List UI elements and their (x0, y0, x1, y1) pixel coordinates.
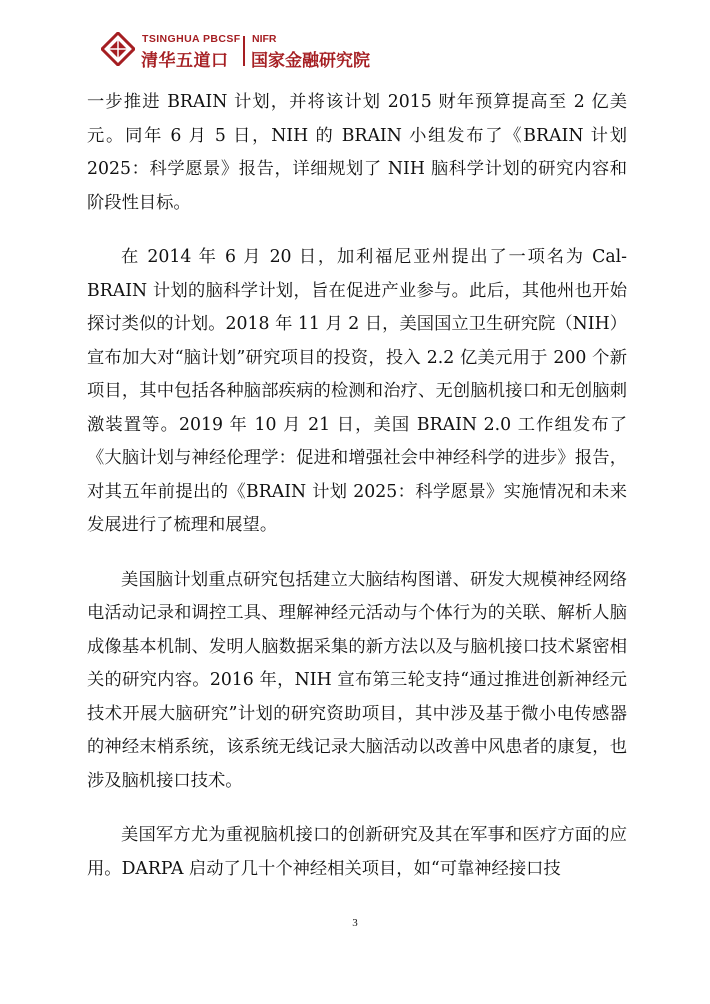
institute-english-text: NIFR (252, 33, 277, 45)
page-header (101, 30, 401, 74)
paragraph-4: 美国军方尤为重视脑机接口的创新研究及其在军事和医疗方面的应用。DARPA 启动了几十个神经相关项目，如“可靠神经接口技 (87, 825, 627, 879)
page-number: 3 (352, 917, 358, 929)
paragraph-3: 美国脑计划重点研究包括建立大脑结构图谱、研发大规模神经网络电活动记录和调控工具、理解神经元活动与个体行为的关联、解析人脑成像基本机制、发明人脑数据采集的新方法以及与脑机接口技术紧密相关的研究内容。2016 年，NIH 宣布第三轮支持“通过推进创新神经元技术开展大脑研究”计划的研究资助项目，其中涉及基于微小电传感器的神经末梢系统，该系统无线记录大脑活动以改善中风患者的康复，也涉及脑机接口技术。 (87, 569, 627, 791)
document-body (87, 86, 627, 907)
institute-chinese-text: 国家金融研究院 (251, 51, 370, 71)
paragraph-1: 一步推进 BRAIN 计划，并将该计划 2015 财年预算提高至 2 亿美元。同年 6 月 5 日，NIH 的 BRAIN 小组发布了《BRAIN 计划 2025：科学愿景》报告，详细规划了 NIH 脑科学计划的研究内容和阶段性目标。 (87, 92, 627, 213)
logo-english-text: TSINGHUA PBCSF (142, 33, 241, 45)
paragraph-2: 在 2014 年 6 月 20 日，加利福尼亚州提出了一项名为 Cal-BRAIN 计划的脑科学计划，旨在促进产业参与。此后，其他州也开始探讨类似的计划。2018 年 11 月 2 日，美国国立卫生研究院（NIH）宣布加大对“脑计划”研究项目的投资，投入 2.2 亿美元用于 200 个新项目，其中包括各种脑部疾病的检测和治疗、无创脑机接口和无创脑刺激装置等。2019 年 10 月 21 日，美国 BRAIN 2.0 工作组发布了《大脑计划与神经伦理学：促进和增强社会中神经科学的进步》报告，对其五年前提出的《BRAIN 计划 2025：科学愿景》实施情况和未来发展进行了梳理和展望。 (87, 247, 627, 535)
header-divider (243, 36, 245, 66)
logo-chinese-text: 清华五道口 (141, 51, 229, 71)
tsinghua-logo-icon (101, 32, 135, 66)
